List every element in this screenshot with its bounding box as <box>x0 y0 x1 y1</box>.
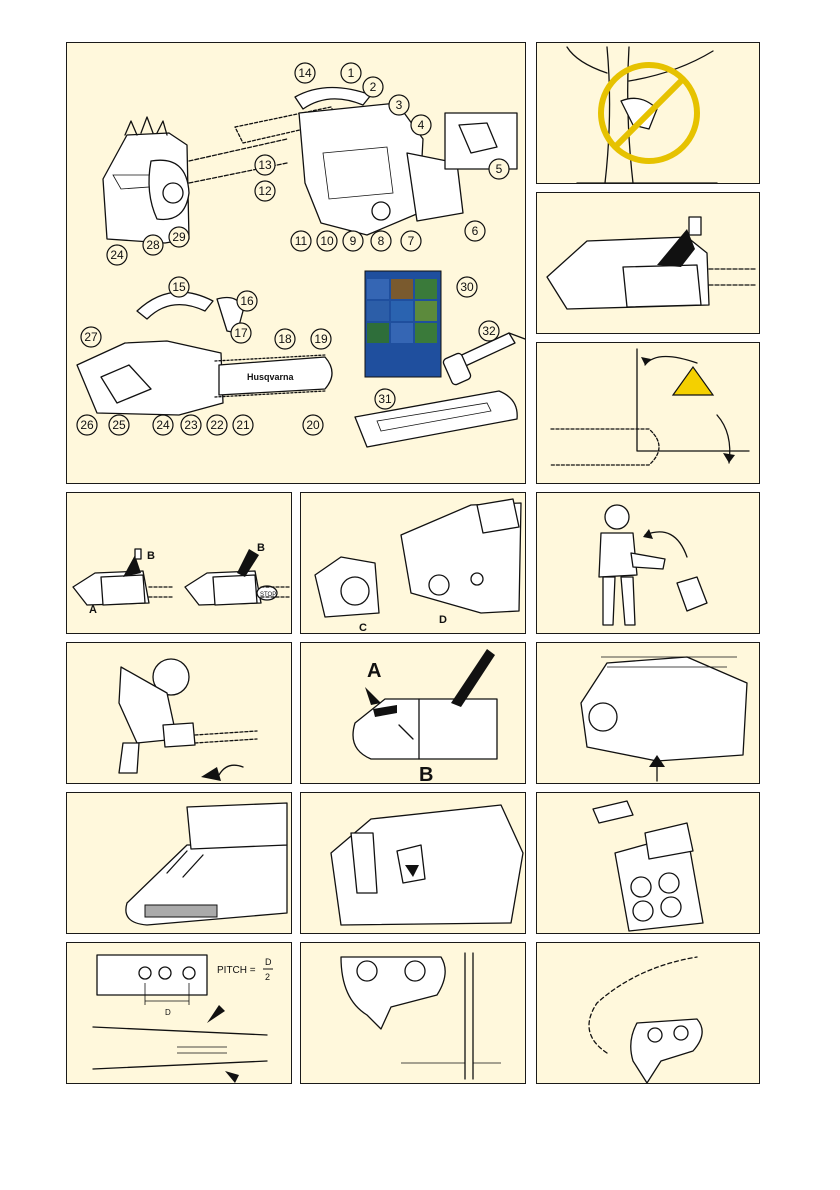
handle-closeup-illustration <box>67 793 292 934</box>
hand-guard-illustration <box>537 193 760 334</box>
callout-number: 5 <box>495 162 503 176</box>
handle-illustration <box>301 643 526 784</box>
callout-number: 20 <box>306 418 320 432</box>
overview-panel <box>66 42 526 484</box>
callout-number: 10 <box>320 234 334 248</box>
callout-number: 24 <box>156 418 170 432</box>
link-width-panel <box>300 942 526 1084</box>
bar-brand-text: Husqvarna <box>247 372 294 382</box>
callout-number: 25 <box>112 418 126 432</box>
chain-link-illustration <box>537 943 760 1084</box>
label-b1: B <box>147 550 155 562</box>
cover-panel <box>300 492 526 634</box>
starting-panel <box>66 642 292 784</box>
chain-catcher-illustration <box>537 643 760 784</box>
callout-number: 24 <box>110 248 124 262</box>
operator-panel <box>536 492 760 634</box>
overview-illustration <box>67 43 526 484</box>
wrench-drawing <box>442 333 525 386</box>
callout-number: 19 <box>314 332 328 346</box>
callout-number: 15 <box>172 280 186 294</box>
chain-cover-drawing <box>103 117 287 243</box>
callout-number: 4 <box>417 118 425 132</box>
starting-illustration <box>67 643 292 784</box>
manual-drawing <box>365 271 441 377</box>
callout-number: 11 <box>294 234 308 248</box>
label-d: D <box>439 614 447 626</box>
label-b: B <box>419 764 434 785</box>
callout-number: 28 <box>146 238 160 252</box>
callout-number: 6 <box>471 224 479 238</box>
callout-number: 1 <box>347 66 355 80</box>
callout-number: 7 <box>407 234 415 248</box>
callout-number: 32 <box>482 324 496 338</box>
handle-closeup-panel <box>66 792 292 934</box>
callout-number: 23 <box>184 418 198 432</box>
chain-brake-illustration <box>67 493 292 634</box>
callout-number: 16 <box>240 294 254 308</box>
air-filter-panel <box>536 792 760 934</box>
chainsaw-bottom-drawing <box>77 292 332 415</box>
kickback-illustration <box>537 343 760 484</box>
stop-switch-panel <box>300 792 526 934</box>
link-width-illustration <box>301 943 526 1084</box>
hand-guard-panel <box>536 192 760 334</box>
pitch-panel <box>66 942 292 1084</box>
stop-label: STOP <box>260 592 277 598</box>
callout-number: 18 <box>278 332 292 346</box>
label-a: A <box>367 660 382 682</box>
callout-number: 3 <box>395 98 403 112</box>
callout-number: 31 <box>378 392 392 406</box>
label-a: A <box>89 604 97 616</box>
handle-panel <box>300 642 526 784</box>
operator-illustration <box>537 493 760 634</box>
callout-number: 13 <box>258 158 272 172</box>
pitch-denominator: 2 <box>265 972 271 982</box>
callout-number: 8 <box>377 234 385 248</box>
callout-number: 30 <box>460 280 474 294</box>
callout-number: 9 <box>349 234 357 248</box>
callout-number: 26 <box>80 418 94 432</box>
pitch-illustration <box>67 943 292 1084</box>
pitch-label: PITCH = <box>217 965 256 976</box>
air-filter-illustration <box>537 793 760 934</box>
no-climbing-panel <box>536 42 760 184</box>
callout-number: 14 <box>298 66 312 80</box>
cover-illustration <box>301 493 526 634</box>
pitch-d-label: D <box>165 1008 171 1017</box>
chainsaw-top-drawing <box>235 87 517 235</box>
label-b2: B <box>257 542 265 554</box>
callout-number: 17 <box>234 326 248 340</box>
callout-number: 29 <box>172 230 186 244</box>
callout-number: 22 <box>210 418 224 432</box>
kickback-panel <box>536 342 760 484</box>
warning-sign-icon <box>673 367 713 395</box>
stop-switch-illustration <box>301 793 526 934</box>
chain-catcher-panel <box>536 642 760 784</box>
prohibition-illustration <box>537 43 760 184</box>
label-c: C <box>359 622 367 634</box>
callout-number: 2 <box>369 80 377 94</box>
pitch-numerator: D <box>265 957 272 967</box>
callout-number: 12 <box>258 184 272 198</box>
chain-link-panel <box>536 942 760 1084</box>
callout-number: 21 <box>236 418 250 432</box>
callout-number: 27 <box>84 330 98 344</box>
chain-brake-panel <box>66 492 292 634</box>
